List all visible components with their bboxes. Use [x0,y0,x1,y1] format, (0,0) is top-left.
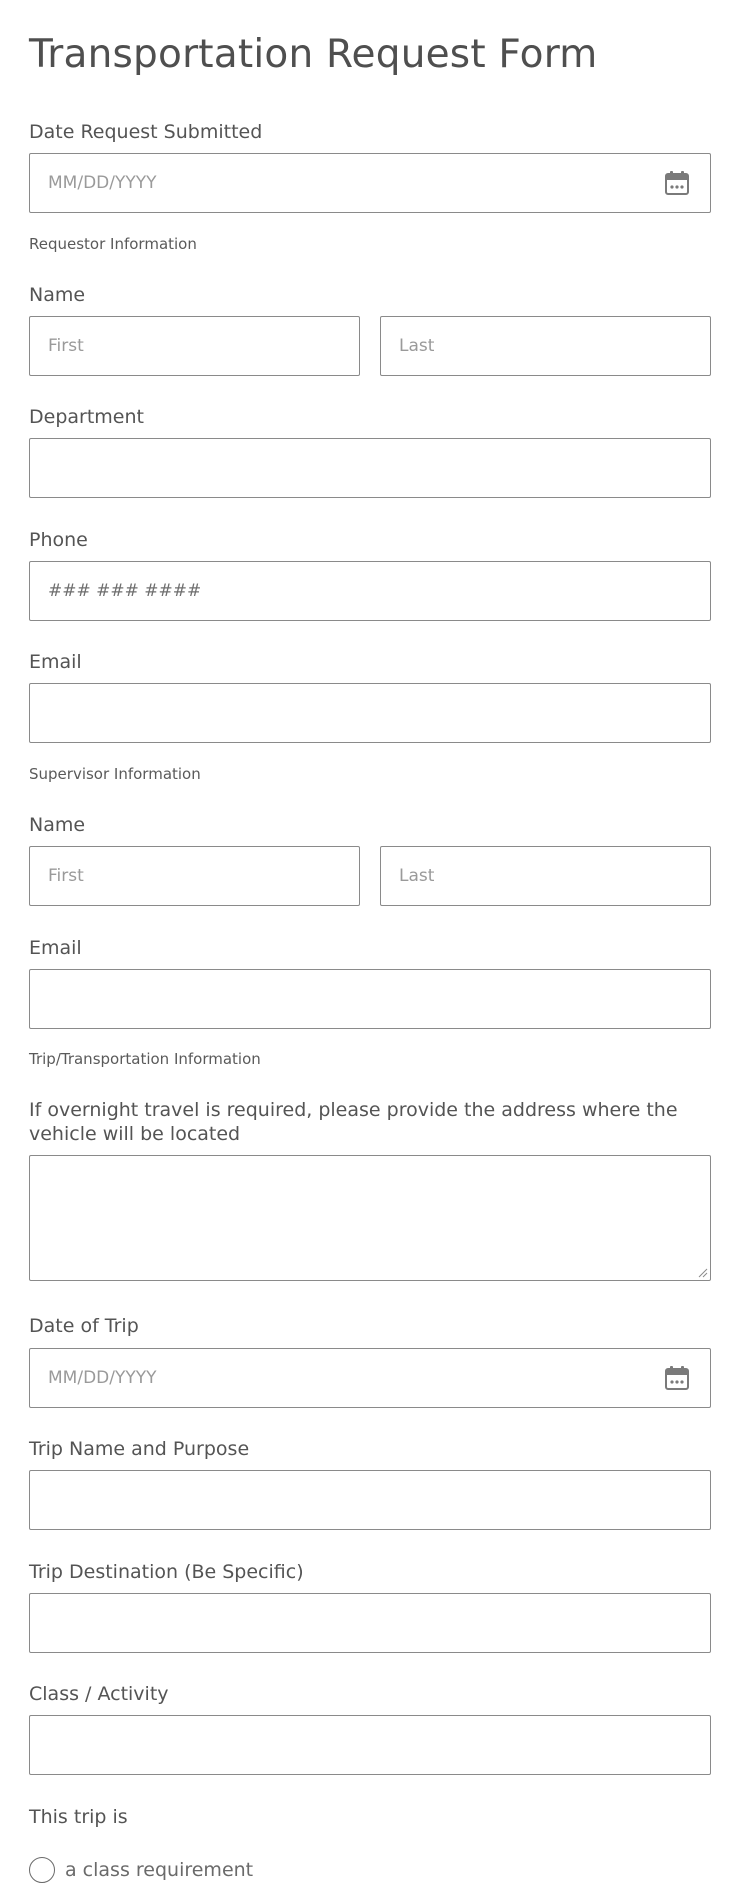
trip-name-purpose-label: Trip Name and Purpose [29,1438,250,1460]
phone-input[interactable] [29,561,711,621]
supervisor-last-placeholder: Last [399,866,435,886]
trip-name-purpose-input[interactable] [29,1470,711,1530]
requestor-name-label: Name [29,284,86,306]
supervisor-section-heading: Supervisor Information [29,765,201,783]
supervisor-email-input[interactable] [29,969,711,1029]
date-of-trip-input[interactable] [29,1348,711,1408]
supervisor-first-placeholder: First [48,866,84,886]
overnight-address-label: If overnight travel is required, please provide the address where the vehicle will be located [29,1099,678,1145]
requestor-last-name-input[interactable] [380,316,711,376]
calendar-icon[interactable] [664,1365,690,1391]
radio-button[interactable] [29,1857,55,1883]
class-activity-label: Class / Activity [29,1683,169,1705]
trip-destination-label: Trip Destination (Be Specific) [29,1561,304,1583]
requestor-email-input[interactable] [29,683,711,743]
phone-placeholder: ### ### #### [48,581,202,601]
requestor-first-placeholder: First [48,336,84,356]
supervisor-name-label: Name [29,814,86,836]
date-of-trip-label: Date of Trip [29,1315,139,1337]
date-submitted-input[interactable] [29,153,711,213]
trip-is-label: This trip is [29,1806,128,1828]
requestor-last-placeholder: Last [399,336,435,356]
requestor-section-heading: Requestor Information [29,235,197,253]
supervisor-last-name-input[interactable] [380,846,711,906]
trip-section-heading: Trip/Transportation Information [29,1050,261,1068]
page-title: Transportation Request Form [29,32,598,77]
date-of-trip-placeholder: MM/DD/YYYY [48,1368,157,1388]
date-submitted-placeholder: MM/DD/YYYY [48,173,157,193]
date-submitted-label: Date Request Submitted [29,121,263,143]
requestor-email-label: Email [29,651,82,673]
trip-is-option-label: a class requirement [65,1859,254,1881]
trip-destination-input[interactable] [29,1593,711,1653]
resize-grip-icon[interactable] [698,1268,708,1278]
supervisor-first-name-input[interactable] [29,846,360,906]
department-label: Department [29,406,144,428]
supervisor-email-label: Email [29,937,82,959]
overnight-address-textarea[interactable] [29,1155,711,1281]
calendar-icon[interactable] [664,170,690,196]
requestor-first-name-input[interactable] [29,316,360,376]
class-activity-input[interactable] [29,1715,711,1775]
trip-is-option[interactable] [29,1855,253,1885]
phone-label: Phone [29,529,88,551]
department-input[interactable] [29,438,711,498]
